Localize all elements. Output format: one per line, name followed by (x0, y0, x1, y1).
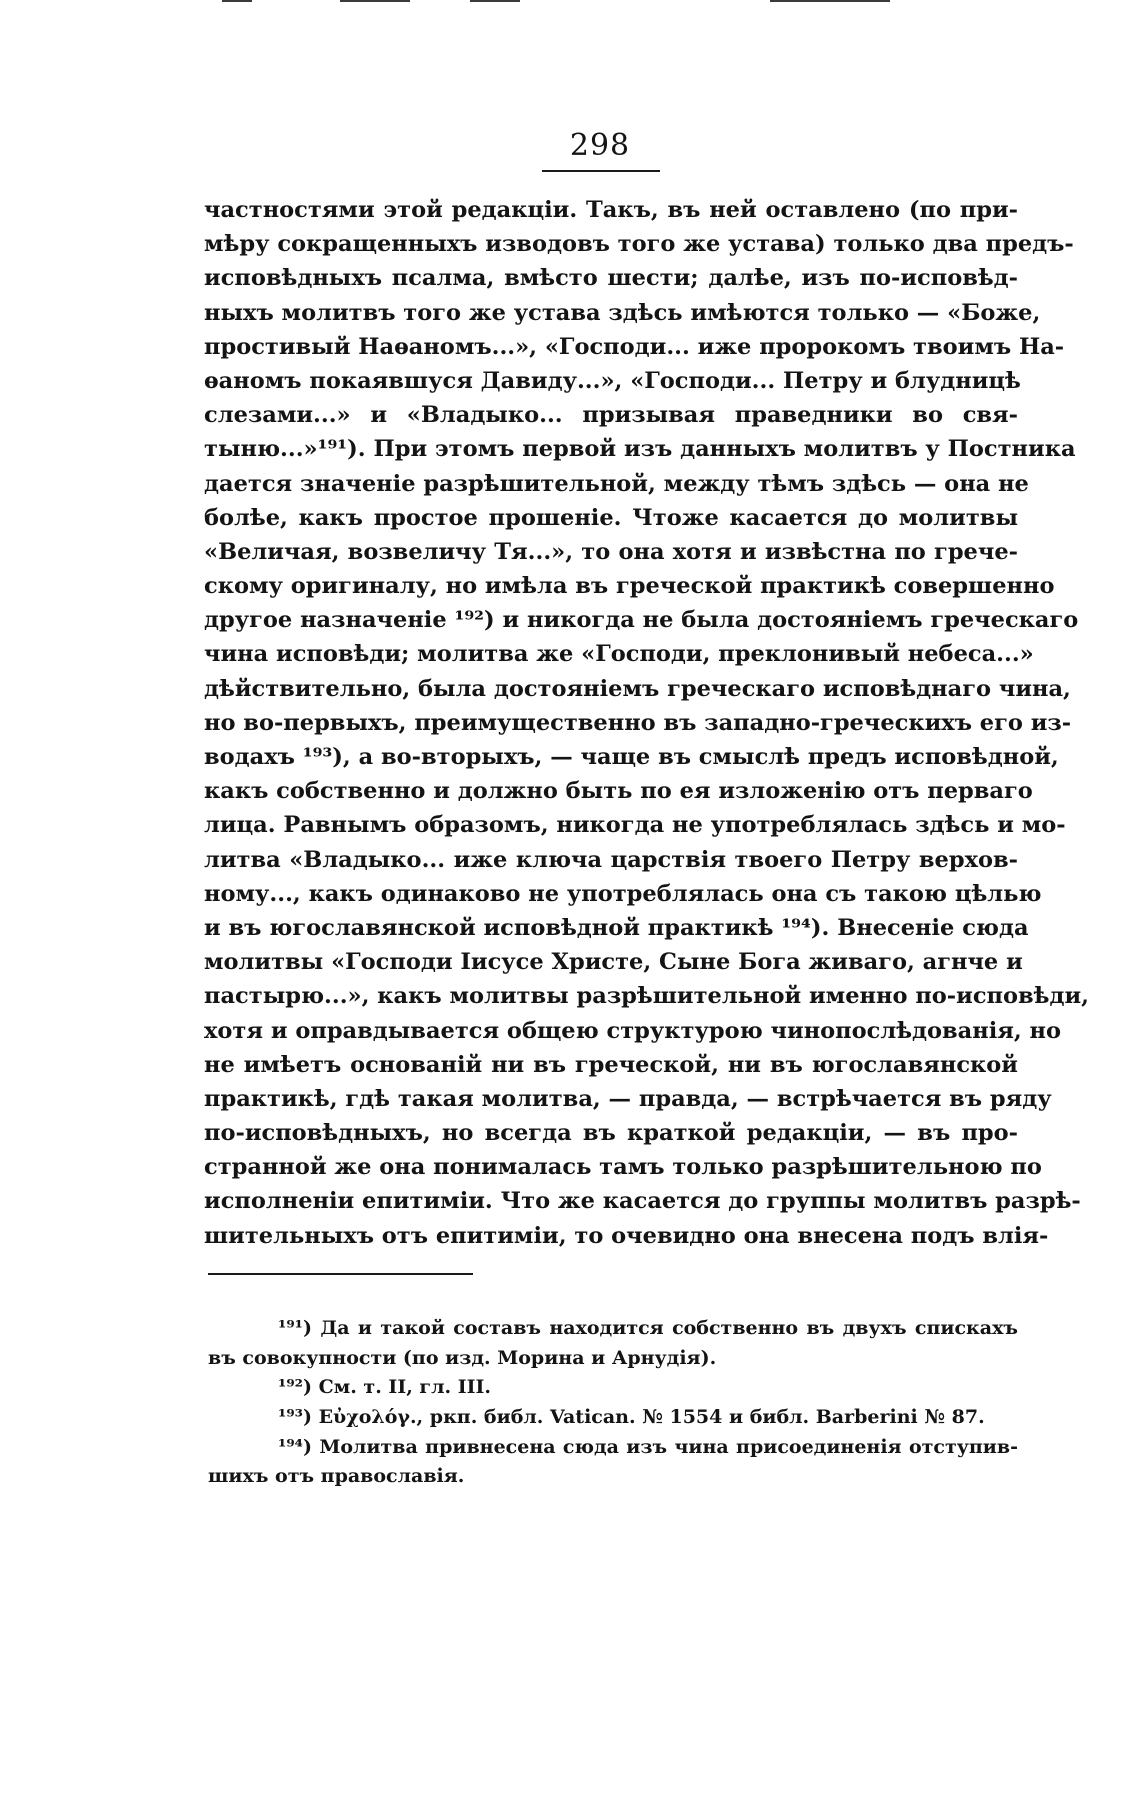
body-line: исповѣдныхъ псалма, вмѣсто шести; далѣе, изъ по-исповѣд- (204, 265, 1018, 292)
footnote-193-line: ¹⁹³) Εὐχολόγ., ркп. библ. Vatican. № 1554 и библ. Barberini № 87. (278, 1406, 985, 1429)
footnote-194-line: ¹⁹⁴) Молитва привнесена сюда изъ чина присоединенія отступив- (278, 1435, 1018, 1458)
body-line: тыню...»¹⁹¹). При этомъ первой изъ данныхъ молитвъ у Постника (204, 436, 1076, 463)
body-line: дѣйствительно, была достояніемъ греческаго исповѣднаго чина, (204, 675, 1071, 702)
footnotes (208, 1314, 1018, 1492)
page-number: 298 (569, 128, 631, 163)
scan-edge-mark (770, 0, 890, 2)
body-line: ѳаномъ покаявшуся Давиду...», «Господи... Петру и блудницѣ (204, 367, 1021, 394)
body-line: шительныхъ отъ епитиміи, то очевидно она внесена подъ влія- (204, 1222, 1049, 1249)
body-line: ныхъ молитвъ того же устава здѣсь имѣются только — «Боже, (204, 299, 1041, 326)
footnote-191-line: ¹⁹¹) Да и такой составъ находится собственно въ двухъ спискахъ (278, 1317, 1018, 1339)
body-line: скому оригиналу, но имѣла въ греческой практикѣ совершенно (204, 573, 1055, 600)
footnote-separator (208, 1273, 473, 1275)
body-line: исполненіи епитиміи. Что же касается до группы молитвъ разрѣ- (204, 1188, 1081, 1215)
body-line: другое назначеніе ¹⁹²) и никогда не была достояніемъ греческаго (204, 607, 1079, 634)
body-line: «Величая, возвеличу Тя...», то она хотя и извѣстна по грече- (204, 538, 1018, 565)
body-line: хотя и оправдывается общею структурою чинопослѣдованія, но (204, 1017, 1062, 1044)
footnote-194-line: шихъ отъ православія. (208, 1465, 465, 1488)
body-line: болѣе, какъ простое прошеніе. Чтоже касается до молитвы (204, 504, 1018, 531)
body-line: ному..., какъ одинаково не употреблялась она съ такою цѣлью (204, 880, 1042, 907)
body-line: водахъ ¹⁹³), а во-вторыхъ, — чаще въ смыслѣ предъ исповѣдной, (204, 744, 1059, 770)
scan-edge-mark (222, 0, 252, 2)
body-line: дается значеніе разрѣшительной, между тѣмъ здѣсь — она не (204, 470, 1029, 497)
body-line: по-исповѣдныхъ, но всегда въ краткой редакціи, — въ про- (204, 1120, 1018, 1147)
body-line: чина исповѣди; молитва же «Господи, преклонивый небеса...» (204, 641, 1034, 668)
footnote-192-line: ¹⁹²) См. т. II, гл. III. (278, 1376, 491, 1399)
page-number-rule (542, 170, 660, 172)
body-line: практикѣ, гдѣ такая молитва, — правда, — встрѣчается въ ряду (204, 1085, 1052, 1112)
body-line: литва «Владыко... иже ключа царствія твоего Петру верхов- (204, 846, 1018, 873)
body-line: какъ собственно и должно быть по ея изложенію отъ перваго (204, 778, 1033, 805)
body-line: слезами...» и «Владыко... призывая праведники во свя- (204, 402, 1018, 429)
body-line: молитвы «Господи Іисусе Христе, Сыне Бога живаго, агнче и (204, 949, 1023, 976)
body-line: и въ югославянской исповѣдной практикѣ ¹⁹⁴). Внесеніе сюда (204, 914, 1029, 941)
body-line: пастырю...», какъ молитвы разрѣшительной именно по-исповѣди, (204, 983, 1089, 1010)
body-line: лица. Равнымъ образомъ, никогда не употреблялась здѣсь и мо- (204, 812, 1066, 839)
body-line: не имѣетъ основаній ни въ греческой, ни въ югославянской (204, 1051, 1018, 1078)
scan-edge-mark (340, 0, 410, 2)
body-line: странной же она понималась тамъ только разрѣшительною по (204, 1154, 1042, 1181)
footnote-191-line: въ совокупности (по изд. Морина и Арнудія). (208, 1346, 717, 1369)
body-line: простивый Наѳаномъ...», «Господи... иже пророкомъ твоимъ На- (204, 333, 1065, 360)
body-line: но во-первыхъ, преимущественно въ западно-греческихъ его из- (204, 709, 1072, 736)
body-text (204, 193, 1089, 1253)
scan-edge-mark (470, 0, 520, 2)
body-line: частностями этой редакціи. Такъ, въ ней оставлено (по при- (204, 197, 1018, 223)
body-line: мѣру сокращенныхъ изводовъ того же устава) только два предъ- (204, 231, 1074, 258)
